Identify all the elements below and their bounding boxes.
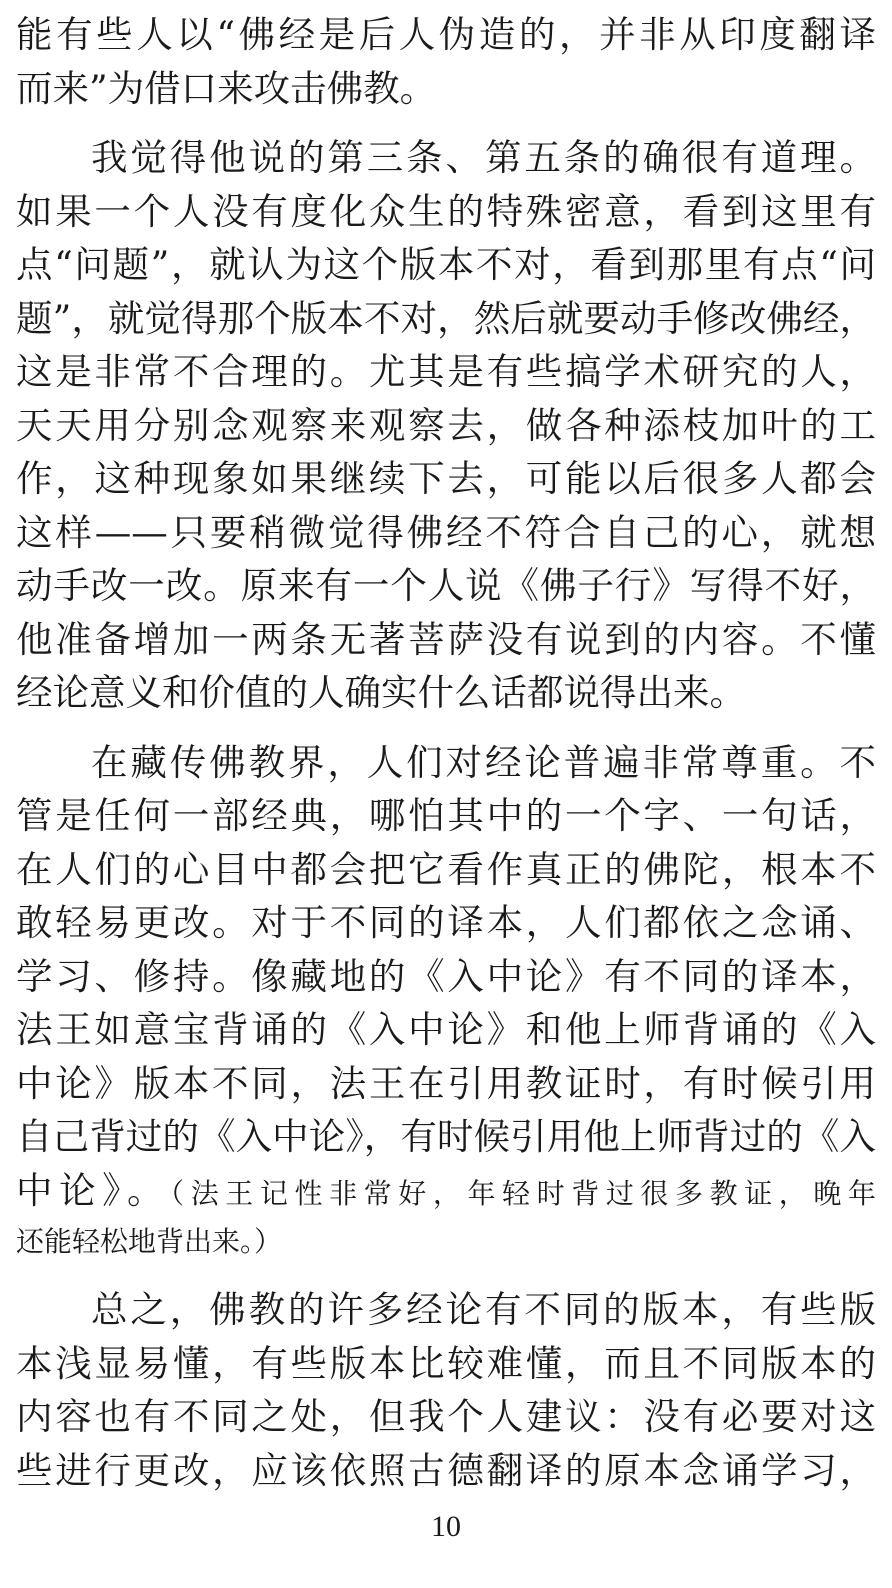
page-number: 10 [431,1510,461,1543]
text-line: 管是任何一部经典，哪怕其中的一个字、一句话， [16,794,876,837]
text-line: 在藏传佛教界，人们对经论普遍非常尊重。不 [91,740,876,784]
text-line: 我觉得他说的第三条、第五条的确很有道理。 [91,136,876,179]
paragraph-gap [16,1267,876,1283]
text-line: 些进行更改，应该依照古德翻译的原本念诵学习， [16,1448,876,1492]
text-line: 动手改一改。原来有一个人说《佛子行》写得不好， [16,564,876,607]
text-line-with-note [16,1164,876,1218]
text-line: 能有些人以“佛经是后人伪造的，并非从印度翻译 [16,13,876,56]
paragraph-3 [16,736,876,1268]
paragraph-1 [16,8,876,115]
book-page [16,8,876,1497]
text-line: 他准备增加一两条无著菩萨没有说到的内容。不懂 [16,617,876,661]
paragraph-gap [16,720,876,736]
text-line: 点“问题”，就认为这个版本不对，看到那里有点“问 [16,243,876,286]
text-line: 在人们的心目中都会把它看作真正的佛陀，根本不 [16,847,876,891]
text-line: 而来”为借口来攻击佛教。 [16,66,437,110]
text-line: 总之，佛教的许多经论有不同的版本，有些版 [91,1288,876,1331]
footnote-continuation: 还能轻松地背出来。） [16,1225,283,1258]
text-line: 题”，就觉得那个版本不对，然后就要动手修改佛经， [16,296,876,340]
text-line: 这样——只要稍微觉得佛经不符合自己的心，就想 [16,510,876,554]
paragraph-4 [16,1283,876,1497]
text-line: 自己背过的《入中论》，有时候引用他上师背过的《入 [16,1115,876,1158]
footnote-text: （法王记性非常好，年轻时背过很多教证，晚年 [170,1176,876,1210]
text-line: 中论》版本不同，法王在引用教证时，有时候引用 [16,1061,876,1105]
text-line: 本浅显易懂，有些版本比较难懂，而且不同版本的 [16,1341,876,1385]
text-line: 天天用分别念观察来观察去，做各种添枝加叶的工 [16,403,876,447]
text-line: 敢轻易更改。对于不同的译本，人们都依之念诵、 [16,901,876,944]
text-line: 经论意义和价值的人确实什么话都说得出来。 [16,671,746,714]
text-line: 这是非常不合理的。尤其是有些搞学术研究的人， [16,350,876,393]
text-fragment: 中论》。 [16,1168,171,1212]
text-line: 如果一个人没有度化众生的特殊密意，看到这里有 [16,189,876,233]
text-line: 法王如意宝背诵的《入中论》和他上师背诵的《入 [16,1008,876,1051]
paragraph-2 [16,131,876,720]
text-line: 作，这种现象如果继续下去，可能以后很多人都会 [16,457,876,500]
text-line: 内容也有不同之处，但我个人建议：没有必要对这 [16,1395,876,1438]
paragraph-gap [16,115,876,131]
text-line: 学习、修持。像藏地的《入中论》有不同的译本， [16,954,876,998]
